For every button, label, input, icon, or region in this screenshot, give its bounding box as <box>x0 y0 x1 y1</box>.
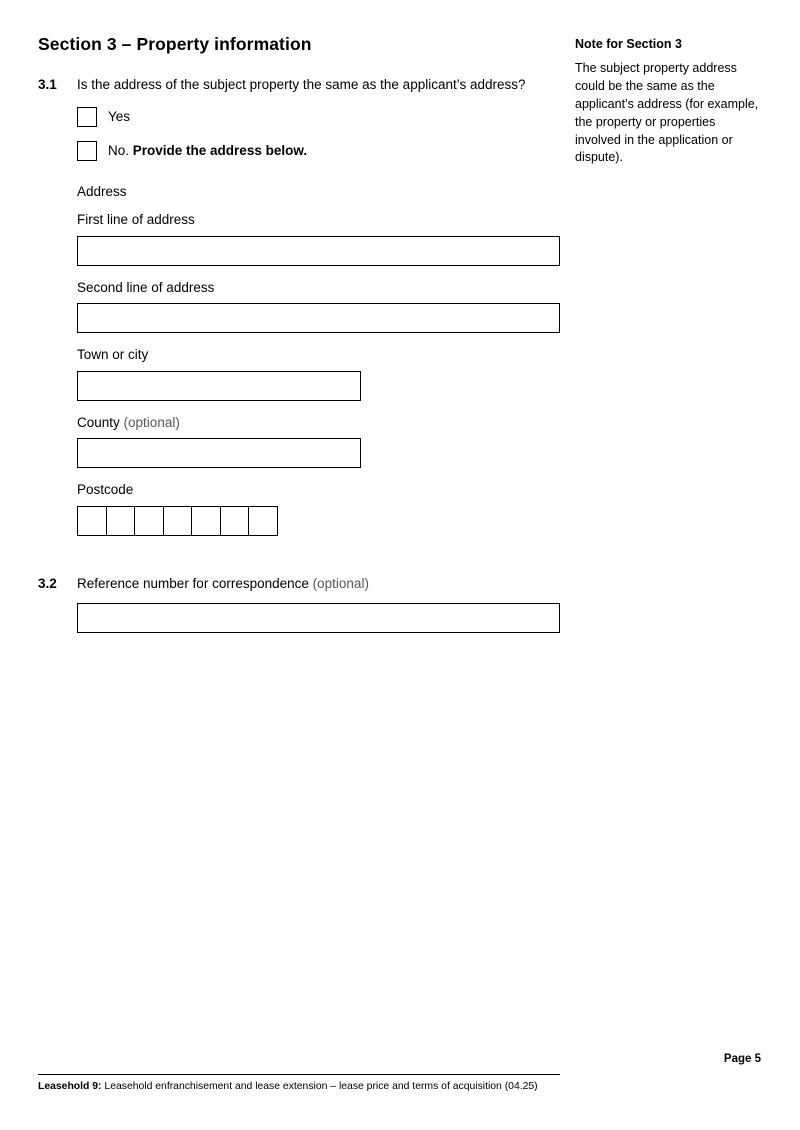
yes-option-row <box>77 107 560 127</box>
county-field <box>77 413 560 469</box>
yes-checkbox[interactable] <box>77 107 97 127</box>
section-title: Section 3 – Property information <box>38 34 312 54</box>
postcode-cell[interactable] <box>220 506 250 536</box>
footer-form-id: Leasehold 9: <box>38 1081 102 1092</box>
reference-optional-text: (optional) <box>312 575 369 591</box>
question-3-1-text: Is the address of the subject property the same as the applicant’s address? <box>77 77 526 92</box>
postcode-cell[interactable] <box>77 506 107 536</box>
no-label-bold: Provide the address below. <box>132 142 308 158</box>
second-line-label: Second line of address <box>77 279 215 295</box>
postcode-cell[interactable] <box>106 506 136 536</box>
postcode-cell[interactable] <box>191 506 221 536</box>
note-heading: Note for Section 3 <box>575 37 682 51</box>
question-3-2-body <box>77 574 560 633</box>
county-label-text: County <box>77 414 120 430</box>
second-line-field <box>77 278 560 334</box>
no-label <box>108 141 307 161</box>
postcode-input <box>77 506 560 536</box>
postcode-cell[interactable] <box>248 506 278 536</box>
county-label <box>77 413 560 433</box>
postcode-cell[interactable] <box>163 506 193 536</box>
question-3-2-number: 3.2 <box>38 575 57 591</box>
second-line-input[interactable] <box>77 303 560 333</box>
question-3-1-body <box>77 75 560 548</box>
county-optional-text: (optional) <box>123 414 180 430</box>
postcode-label: Postcode <box>77 482 134 498</box>
main-column <box>38 34 560 637</box>
note-body: The subject property address could be the same as the applicant’s address (for example, the property or properties involved in the application or dispute). <box>575 61 759 165</box>
reference-label-text: Reference number for correspondence <box>77 575 309 591</box>
first-line-label: First line of address <box>77 212 195 228</box>
town-field <box>77 345 560 401</box>
question-3-1-number: 3.1 <box>38 77 57 92</box>
no-label-plain: No. <box>108 142 130 158</box>
footer-form-title: Leasehold enfranchisement and lease extension – lease price and terms of acquisition (04.25) <box>104 1081 538 1092</box>
postcode-field <box>77 480 560 536</box>
reference-input[interactable] <box>77 603 560 633</box>
content-area <box>38 34 762 637</box>
town-label: Town or city <box>77 347 149 363</box>
yes-label: Yes <box>108 108 131 124</box>
first-line-field <box>77 210 560 266</box>
footer <box>38 1074 560 1094</box>
no-option-row <box>77 141 560 161</box>
postcode-cell[interactable] <box>134 506 164 536</box>
address-heading: Address <box>77 183 127 199</box>
note-column <box>575 34 762 637</box>
reference-label <box>77 576 369 591</box>
first-line-input[interactable] <box>77 236 560 266</box>
page-number: Page 5 <box>723 1053 761 1065</box>
question-3-2 <box>38 574 560 633</box>
town-input[interactable] <box>77 371 361 401</box>
question-3-1 <box>38 75 560 548</box>
county-input[interactable] <box>77 438 361 468</box>
no-checkbox[interactable] <box>77 141 97 161</box>
